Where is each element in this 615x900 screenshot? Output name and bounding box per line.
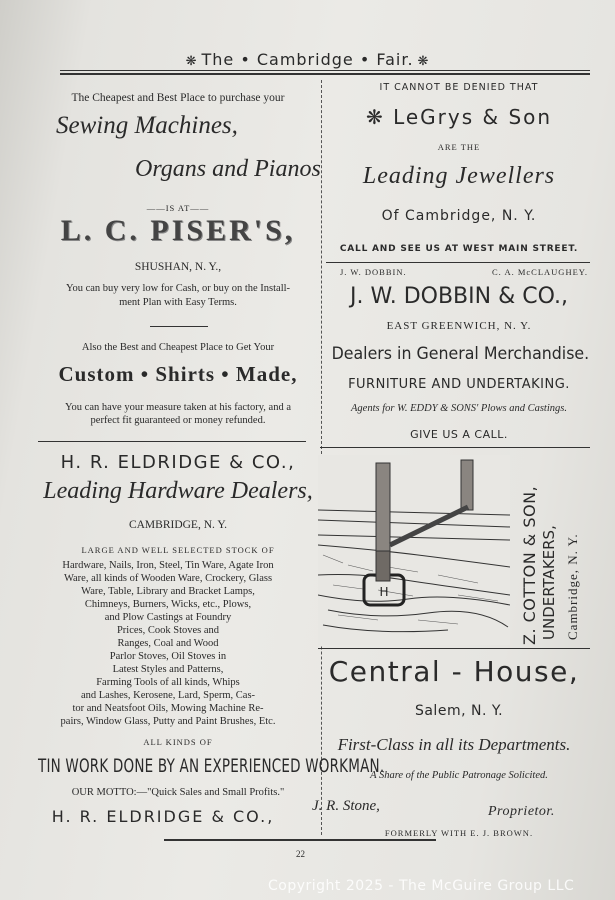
piser-place: SHUSHAN, N. Y.,	[134, 261, 222, 273]
header-rule-thick	[60, 73, 590, 75]
piser-organs-pianos: Organs and Pianos	[135, 156, 321, 182]
piser-short-rule	[150, 326, 208, 327]
central-name: Central - House,	[328, 655, 580, 688]
harness-engraving	[318, 455, 510, 645]
eldridge-tagline: Leading Hardware Dealers,	[43, 478, 313, 504]
central-share: A Share of the Public Patronage Solicited.	[370, 770, 548, 781]
piser-intro: The Cheapest and Best Place to purchase your	[71, 92, 285, 104]
piser-measure-1: You can have your measure taken at his factory, and a	[65, 402, 291, 413]
fleuron-right-icon: ❋	[417, 54, 430, 69]
left-section-rule	[38, 441, 306, 442]
eldridge-stock-line: Prices, Cook Stoves and	[116, 625, 220, 636]
dobbin-name: J. W. DOBBIN & CO.,	[350, 284, 568, 309]
piser-sewing-machines: Sewing Machines,	[56, 112, 238, 139]
eldridge-stock-line: Latest Styles and Patterns,	[112, 664, 224, 675]
piser-measure-2: perfect fit guaranteed or money refunded.	[90, 415, 266, 426]
dobbin-agents: Agents for W. EDDY & SONS' Plows and Castings.	[351, 403, 567, 414]
legrys-name: ❋ LeGrys & Son	[365, 105, 553, 129]
header-title: The • Cambridge • Fair.	[201, 50, 414, 69]
piser-shirts: Custom • Shirts • Made,	[58, 362, 298, 386]
harness-strap-illustration	[318, 455, 510, 645]
legrys-call: CALL AND SEE US AT WEST MAIN STREET.	[339, 244, 579, 254]
eldridge-stock-line: and Lashes, Kerosene, Lard, Sperm, Cas-	[80, 690, 256, 701]
legrys-tagline: Leading Jewellers	[362, 163, 556, 189]
central-formerly: FORMERLY WITH E. J. BROWN.	[384, 828, 534, 838]
eldridge-stock-line: Hardware, Nails, Iron, Steel, Tin Ware, Agate Iron	[62, 560, 274, 571]
header-rule-thin	[60, 70, 590, 71]
eldridge-motto: OUR MOTTO:—"Quick Sales and Small Profits."	[71, 787, 285, 798]
cotton-place: Cambridge, N. Y.	[565, 533, 580, 640]
copyright-watermark: Copyright 2025 - The McGuire Group LLC	[268, 878, 575, 894]
eldridge-stock-head: LARGE AND WELL SELECTED STOCK OF	[81, 545, 275, 555]
dobbin-place: EAST GREENWICH, N. Y.	[386, 320, 532, 332]
eldridge-place: CAMBRIDGE, N. Y.	[128, 519, 228, 531]
legrys-fleuron-left-icon: ❋	[365, 105, 394, 129]
dobbin-partner-2: C. A. McCLAUGHEY.	[492, 267, 588, 277]
eldridge-stock-line: Parlor Stoves, Oil Stoves in	[109, 651, 227, 662]
fleuron-left-icon: ❋	[185, 54, 198, 69]
eldridge-all-kinds: ALL KINDS OF	[143, 737, 213, 747]
legrys-intro: IT CANNOT BE DENIED THAT	[379, 82, 539, 93]
eldridge-footer-name: H. R. ELDRIDGE & CO.,	[51, 807, 275, 826]
legrys-of: Of Cambridge, N. Y.	[381, 208, 537, 224]
footer-rule	[164, 839, 436, 841]
eldridge-name: H. R. ELDRIDGE & CO.,	[60, 452, 296, 473]
eldridge-stock-line: Farming Tools of all kinds, Whips	[96, 677, 240, 688]
central-role: Proprietor.	[488, 804, 555, 819]
dobbin-rule	[320, 447, 590, 448]
central-place: Salem, N. Y.	[414, 703, 504, 719]
dobbin-furniture: FURNITURE AND UNDERTAKING.	[348, 377, 570, 392]
svg-text:H: H	[379, 585, 389, 599]
page-number: 22	[296, 849, 305, 859]
central-tagline: First-Class in all its Departments.	[337, 735, 571, 754]
eldridge-stock-line: pairs, Window Glass, Putty and Paint Brushes, Etc.	[60, 716, 276, 727]
cotton-trade: UNDERTAKERS,	[540, 525, 558, 640]
eldridge-tin-work: TIN WORK DONE BY AN EXPERIENCED WORKMAN.	[38, 756, 385, 778]
legrys-are-the: ARE THE	[437, 142, 481, 152]
dobbin-partner-1: J. W. DOBBIN.	[340, 267, 407, 277]
piser-terms-2: ment Plan with Easy Terms.	[119, 297, 237, 308]
eldridge-stock-line: tor and Neatsfoot Oils, Mowing Machine Re-	[72, 703, 264, 714]
piser-is-at: ——IS AT——	[146, 203, 210, 213]
dobbin-dealers: Dealers in General Merchandise.	[331, 344, 590, 364]
central-owner: J. R. Stone,	[312, 798, 380, 814]
cotton-name: Z. COTTON & SON,	[520, 485, 539, 645]
eldridge-stock-line: Ware, Table, Library and Bracket Lamps,	[81, 586, 255, 597]
piser-terms-1: You can buy very low for Cash, or buy on the Install-	[65, 283, 291, 294]
page-header	[0, 50, 615, 69]
eldridge-stock-line: Chimneys, Burners, Wicks, etc., Plows,	[84, 599, 252, 610]
cotton-rule	[318, 648, 590, 649]
eldridge-stock-lines	[28, 559, 308, 728]
piser-name: L. C. PISER'S,	[60, 214, 296, 247]
eldridge-stock-line: Ware, all kinds of Wooden Ware, Crockery, Glass	[63, 573, 273, 584]
legrys-rule	[326, 262, 590, 263]
eldridge-stock-line: Ranges, Coal and Wood	[117, 638, 219, 649]
piser-also: Also the Best and Cheapest Place to Get Your	[81, 342, 275, 353]
eldridge-stock-line: and Plow Castings at Foundry	[104, 612, 232, 623]
dobbin-call: GIVE US A CALL.	[410, 428, 508, 441]
